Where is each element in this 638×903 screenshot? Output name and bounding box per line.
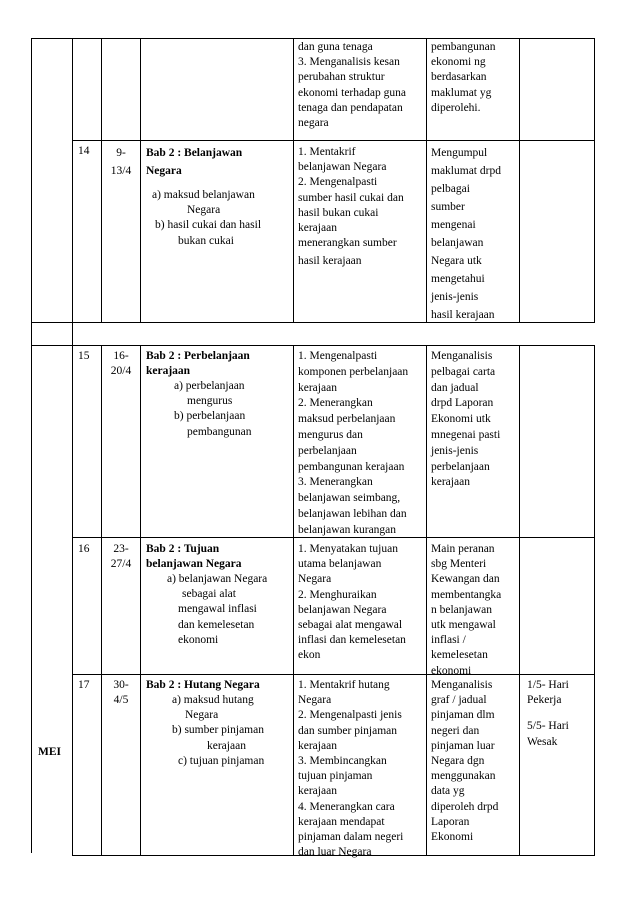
row-3-week: 15 <box>78 350 90 362</box>
rule-topic <box>293 38 294 323</box>
rule-date <box>140 38 141 323</box>
row-5-topic: Bab 2 : Hutang Negara <box>146 679 260 691</box>
rule-week <box>101 38 102 323</box>
row-4-subtopics: a) belanjawan Negara sebagai alat mengawal inflasi dan kemelesetan ekonomi <box>167 573 268 646</box>
month-label: MEI <box>38 746 61 758</box>
rule-week <box>101 345 102 856</box>
row-3-subtopics: a) perbelanjaan mengurus b) perbelanjaan pembangunan <box>174 380 252 438</box>
rule-top <box>31 38 595 39</box>
row-0-activities: pembangunan ekonomi ng berdasarkan maklumat yg diperolehi. <box>431 41 496 114</box>
rule-objectives <box>426 38 427 323</box>
rule-month <box>72 38 73 856</box>
rule-right <box>594 38 595 323</box>
rule-left <box>31 38 32 853</box>
row-5-activities: Menganalisis graf / jadual pinjaman dlm negeri dan pinjaman luar Negara dgn menggunakan data yg diperoleh drpd Laporan Ekonomi <box>431 679 499 844</box>
row-4-objectives: 1. Menyatakan tujuan utama belanjawan Negara 2. Menghuraikan belanjawan Negara sebagai alat mengawal inflasi dan kemelesetan ekon <box>298 543 406 662</box>
row-4-week: 16 <box>78 543 90 555</box>
row-5-date: 30- 4/5 <box>113 679 129 707</box>
rule-spacer-bottom <box>31 345 595 346</box>
rule-row-1-bottom <box>72 140 595 141</box>
row-1-subtopics: a) maksud belanjawan Negara b) hasil cukai dan hasil bukan cukai <box>152 189 262 247</box>
row-1-date: 9- 13/4 <box>110 147 132 177</box>
row-1-activities: Mengumpul maklumat drpd pelbagai sumber mengenai belanjawan Negara utk mengetahui jenis-jenis hasil kerajaan <box>431 147 501 321</box>
row-5-notes: 1/5- Hari Pekerja 5/5- Hari Wesak <box>527 679 569 748</box>
rule-activities <box>519 38 520 323</box>
row-3-objectives: 1. Mengenalpasti komponen perbelanjaan kerajaan 2. Menerangkan maksud perbelanjaan mengurus dan perbelanjaan pembangunan kerajaan 3. Menerangkan belanjawan seimbang, belanjawan lebihan dan belanjawan kurangan <box>298 350 409 536</box>
row-3-activities: Menganalisis pelbagai carta dan jadual drpd Laporan Ekonomi utk mnegenai pasti jenis-jenis perbelanjaan kerajaan <box>431 350 501 489</box>
row-4-topic: Bab 2 : Tujuan belanjawan Negara <box>146 543 242 571</box>
row-5-objectives: 1. Mentakrif hutang Negara 2. Mengenalpasti jenis dan sumber pinjaman kerajaan 3. Membincangkan tujuan pinjaman kerajaan 4. Menerangkan cara kerajaan mendapat pinjaman dalam negeri dan luar Negara <box>298 679 404 859</box>
row-1-week: 14 <box>78 145 90 157</box>
row-0-objectives: dan guna tenaga 3. Menganalisis kesan perubahan struktur ekonomi terhadap guna tenaga dan pendapatan negara <box>298 41 406 130</box>
row-4-date: 23- 27/4 <box>110 543 132 571</box>
rule-activities <box>519 345 520 856</box>
rule-right <box>594 345 595 856</box>
rule-date <box>140 345 141 856</box>
row-5-subtopics: a) maksud hutang Negara b) sumber pinjaman kerajaan c) tujuan pinjaman <box>172 694 265 767</box>
rule-row-4-bottom <box>72 674 595 675</box>
row-1-topic: Bab 2 : Belanjawan Negara <box>146 147 243 177</box>
rule-topic <box>293 345 294 856</box>
row-3-date: 16- 20/4 <box>110 350 132 378</box>
row-1-objectives: 1. Mentakrif belanjawan Negara 2. Mengenalpasti sumber hasil cukai dan hasil bukan cukai kerajaan menerangkan sumber hasil kerajaan <box>298 146 404 268</box>
rule-row-2-bottom <box>31 322 595 323</box>
row-3-topic: Bab 2 : Perbelanjaan kerajaan <box>146 350 250 378</box>
row-5-week: 17 <box>78 679 90 691</box>
row-4-activities: Main peranan sbg Menteri Kewangan dan membentangka n belanjawan utk mengawal inflasi / kemelesetan ekonomi <box>431 543 502 677</box>
rule-objectives <box>426 345 427 856</box>
